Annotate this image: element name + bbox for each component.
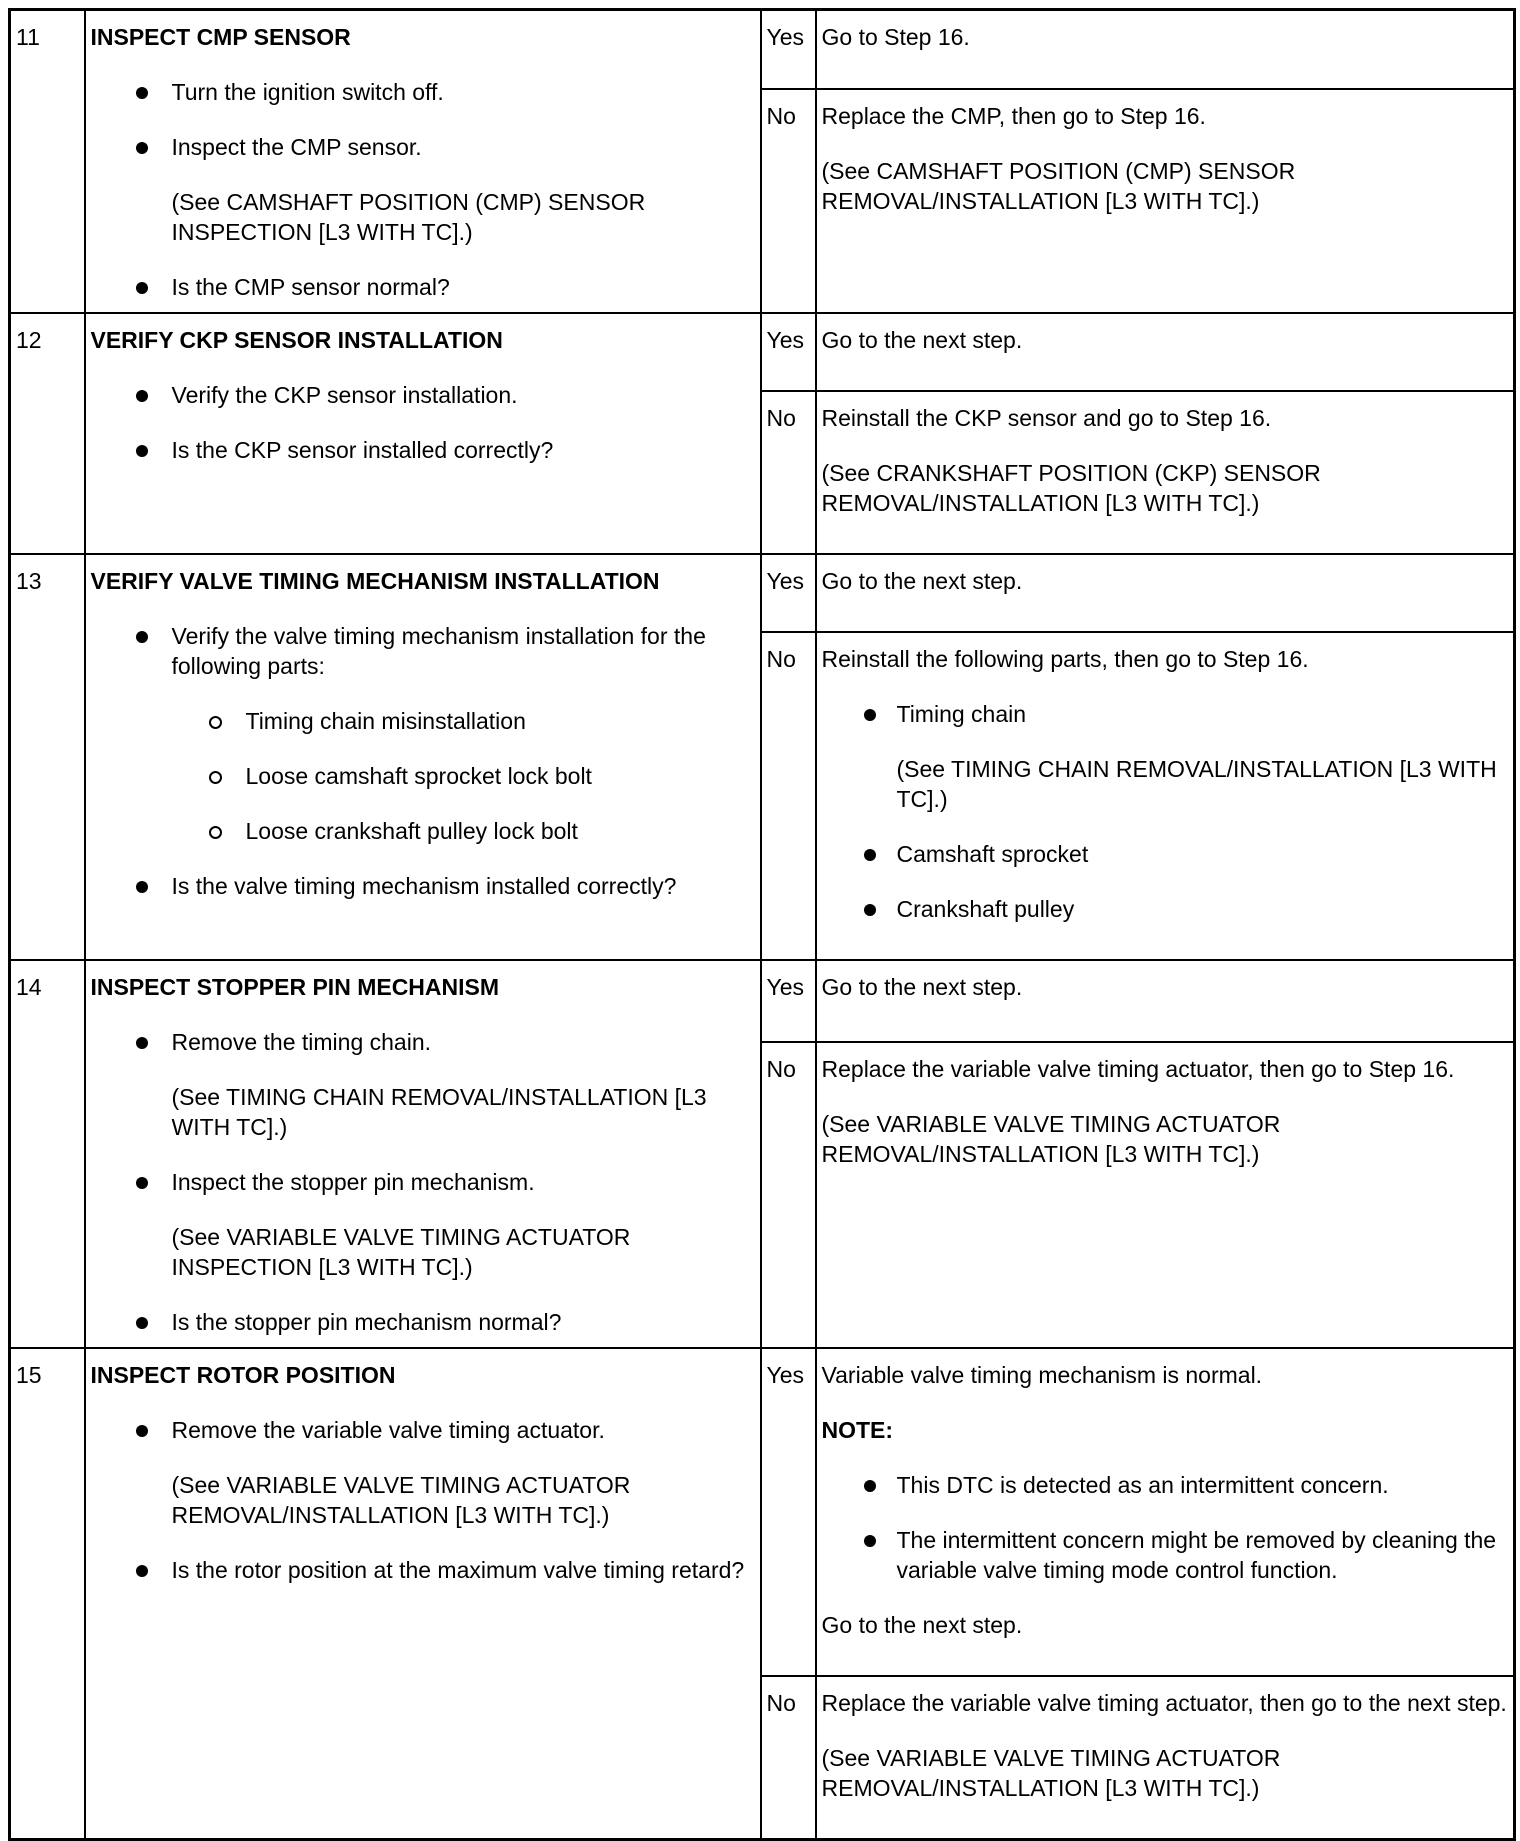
action-bullet: Turn the ignition switch off. xyxy=(91,77,755,107)
no-result xyxy=(816,1042,1515,1348)
result-text: Replace the variable valve timing actuator, then go to Step 16. xyxy=(821,1056,1455,1083)
result-text: Go to the next step. xyxy=(821,568,1023,594)
step-number: 13 xyxy=(10,554,85,960)
result-text: Replace the CMP, then go to Step 16. xyxy=(821,103,1206,130)
result-text: Reinstall the CKP sensor and go to Step 16. xyxy=(821,405,1272,431)
no-label: No xyxy=(761,632,816,960)
no-result xyxy=(816,391,1515,554)
result-reference: (See VARIABLE VALVE TIMING ACTUATOR REMOVAL/INSTALLATION [L3 WITH TC].) xyxy=(821,1745,1281,1801)
result-text: Variable valve timing mechanism is normal. xyxy=(821,1362,1263,1388)
action-reference: (See VARIABLE VALVE TIMING ACTUATOR REMOVAL/INSTALLATION [L3 WITH TC].) xyxy=(171,1472,631,1528)
action-sub-bullet: Loose crankshaft pulley lock bolt xyxy=(91,816,755,846)
result-bullet: Crankshaft pulley xyxy=(822,894,1509,924)
action-bullet: Inspect the stopper pin mechanism. xyxy=(91,1167,755,1197)
step-number: 15 xyxy=(10,1348,85,1840)
yes-label: Yes xyxy=(761,10,816,90)
step-title: INSPECT CMP SENSOR xyxy=(90,24,351,50)
action-bullet: Inspect the CMP sensor. xyxy=(91,132,755,162)
result-text: Go to the next step. xyxy=(821,974,1023,1000)
yes-result xyxy=(816,10,1515,90)
yes-label: Yes xyxy=(761,1348,816,1676)
step-row-12 xyxy=(10,313,1515,391)
action-bullet: Verify the valve timing mechanism installation for the following parts: xyxy=(91,621,755,681)
step-action xyxy=(85,313,761,554)
no-label: No xyxy=(761,1676,816,1840)
no-label: No xyxy=(761,89,816,313)
no-result xyxy=(816,632,1515,960)
yes-result xyxy=(816,960,1515,1042)
note-heading: NOTE: xyxy=(821,1417,894,1443)
step-row-15 xyxy=(10,1348,1515,1676)
step-title: INSPECT STOPPER PIN MECHANISM xyxy=(90,974,500,1000)
result-reference: (See CRANKSHAFT POSITION (CKP) SENSOR REMOVAL/INSTALLATION [L3 WITH TC].) xyxy=(821,460,1321,516)
action-bullet: Remove the timing chain. xyxy=(91,1027,755,1057)
no-result xyxy=(816,1676,1515,1840)
no-label: No xyxy=(761,391,816,554)
action-question: Is the CKP sensor installed correctly? xyxy=(91,435,755,465)
step-title: VERIFY VALVE TIMING MECHANISM INSTALLATION xyxy=(90,568,660,594)
no-result xyxy=(816,89,1515,313)
step-row-14 xyxy=(10,960,1515,1042)
action-question: Is the stopper pin mechanism normal? xyxy=(91,1307,755,1337)
result-text: Go to Step 16. xyxy=(821,24,970,50)
result-text: Reinstall the following parts, then go to Step 16. xyxy=(821,646,1309,672)
action-bullet: Verify the CKP sensor installation. xyxy=(91,380,755,410)
action-sub-bullet: Loose camshaft sprocket lock bolt xyxy=(91,761,755,791)
yes-result xyxy=(816,554,1515,632)
result-reference: (See VARIABLE VALVE TIMING ACTUATOR REMOVAL/INSTALLATION [L3 WITH TC].) xyxy=(821,1111,1281,1168)
action-reference: (See CAMSHAFT POSITION (CMP) SENSOR INSPECTION [L3 WITH TC].) xyxy=(171,189,646,245)
action-question: Is the rotor position at the maximum valve timing retard? xyxy=(91,1555,755,1585)
yes-label: Yes xyxy=(761,313,816,391)
step-title: INSPECT ROTOR POSITION xyxy=(90,1362,396,1388)
action-reference: (See VARIABLE VALVE TIMING ACTUATOR INSPECTION [L3 WITH TC].) xyxy=(171,1224,631,1280)
note-bullet: The intermittent concern might be removed by cleaning the variable valve timing mode control function. xyxy=(822,1525,1509,1585)
yes-result xyxy=(816,1348,1515,1676)
action-question: Is the CMP sensor normal? xyxy=(91,272,755,302)
step-action xyxy=(85,10,761,314)
action-bullet: Remove the variable valve timing actuator. xyxy=(91,1415,755,1445)
note-bullet: This DTC is detected as an intermittent concern. xyxy=(822,1470,1509,1500)
action-sub-bullet: Timing chain misinstallation xyxy=(91,706,755,736)
step-action xyxy=(85,960,761,1348)
result-reference: (See CAMSHAFT POSITION (CMP) SENSOR REMOVAL/INSTALLATION [L3 WITH TC].) xyxy=(821,158,1296,215)
result-reference: (See TIMING CHAIN REMOVAL/INSTALLATION [L3 WITH TC].) xyxy=(896,756,1497,812)
action-reference: (See TIMING CHAIN REMOVAL/INSTALLATION [L3 WITH TC].) xyxy=(171,1084,707,1140)
step-number: 14 xyxy=(10,960,85,1348)
result-text: Replace the variable valve timing actuator, then go to the next step. xyxy=(821,1690,1507,1716)
step-action xyxy=(85,1348,761,1840)
step-number: 12 xyxy=(10,313,85,554)
result-text: Go to the next step. xyxy=(821,327,1023,353)
step-number: 11 xyxy=(10,10,85,314)
result-bullet: Camshaft sprocket xyxy=(822,839,1509,869)
diagnostic-steps-table xyxy=(8,8,1516,1841)
step-title: VERIFY CKP SENSOR INSTALLATION xyxy=(90,327,503,353)
yes-result xyxy=(816,313,1515,391)
step-row-11 xyxy=(10,10,1515,90)
step-row-13 xyxy=(10,554,1515,632)
yes-label: Yes xyxy=(761,554,816,632)
action-question: Is the valve timing mechanism installed correctly? xyxy=(91,871,755,901)
no-label: No xyxy=(761,1042,816,1348)
result-text: Go to the next step. xyxy=(821,1612,1023,1638)
result-bullet: Timing chain xyxy=(822,699,1509,729)
step-action xyxy=(85,554,761,960)
yes-label: Yes xyxy=(761,960,816,1042)
